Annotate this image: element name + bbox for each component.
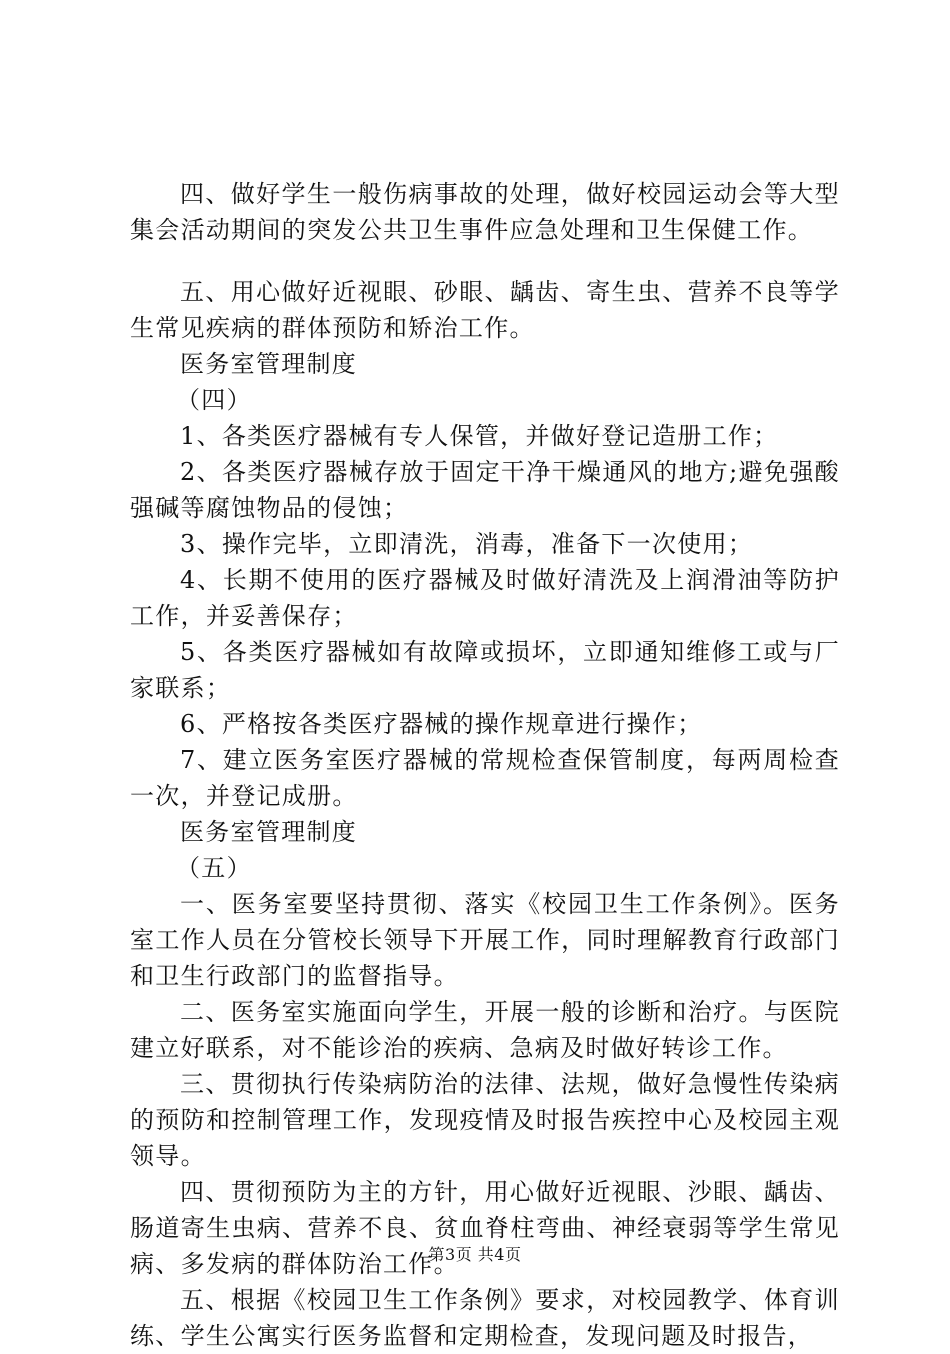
list-item: 4、长期不使用的医疗器械及时做好清洗及上润滑油等防护工作，并妥善保存； — [130, 566, 840, 630]
paragraph: 二、医务室实施面向学生，开展一般的诊断和治疗。与医院建立好联系，对不能诊治的疾病、急病及时做好转诊工作。 — [130, 998, 840, 1062]
list-item: 3、操作完毕，立即清洗，消毒，准备下一次使用； — [180, 530, 754, 558]
paragraph-injury-handling: 四、做好学生一般伤病事故的处理，做好校园运动会等大型集会活动期间的突发公共卫生事件应急处理和卫生保健工作。 — [130, 180, 840, 244]
section-heading: 医务室管理制度 — [180, 818, 358, 846]
section-number: （五） — [176, 854, 252, 882]
paragraph: 一、医务室要坚持贯彻、落实《校园卫生工作条例》。医务室工作人员在分管校长领导下开展工作，同时理解教育行政部门和卫生行政部门的监督指导。 — [130, 890, 840, 990]
document-body — [130, 176, 840, 1354]
section-number: （四） — [176, 386, 252, 414]
list-item: 7、建立医务室医疗器械的常规检查保管制度，每两周检查一次，并登记成册。 — [130, 746, 840, 810]
paragraph-disease-prevention: 五、用心做好近视眼、砂眼、龋齿、寄生虫、营养不良等学生常见疾病的群体预防和矫治工作。 — [130, 278, 840, 342]
list-item: 1、各类医疗器械有专人保管，并做好登记造册工作； — [180, 422, 779, 450]
paragraph: 五、根据《校园卫生工作条例》要求，对校园教学、体育训练、学生公寓实行医务监督和定期检查，发现问题及时报告， — [130, 1286, 840, 1350]
list-item: 2、各类医疗器械存放于固定干净干燥通风的地方;避免强酸强碱等腐蚀物品的侵蚀； — [130, 458, 840, 522]
list-item: 5、各类医疗器械如有故障或损坏，立即通知维修工或与厂家联系； — [130, 638, 840, 702]
page-footer: 第3页 共4页 — [428, 1245, 522, 1264]
list-item: 6、严格按各类医疗器械的操作规章进行操作； — [180, 710, 703, 738]
paragraph: 四、贯彻预防为主的方针，用心做好近视眼、沙眼、龋齿、肠道寄生虫病、营养不良、贫血脊柱弯曲、神经衰弱等学生常见病、多发病的群体防治工作。 — [130, 1178, 840, 1278]
paragraph: 三、贯彻执行传染病防治的法律、法规，做好急慢性传染病的预防和控制管理工作，发现疫情及时报告疾控中心及校园主观领导。 — [130, 1070, 840, 1170]
section-heading: 医务室管理制度 — [180, 350, 358, 378]
